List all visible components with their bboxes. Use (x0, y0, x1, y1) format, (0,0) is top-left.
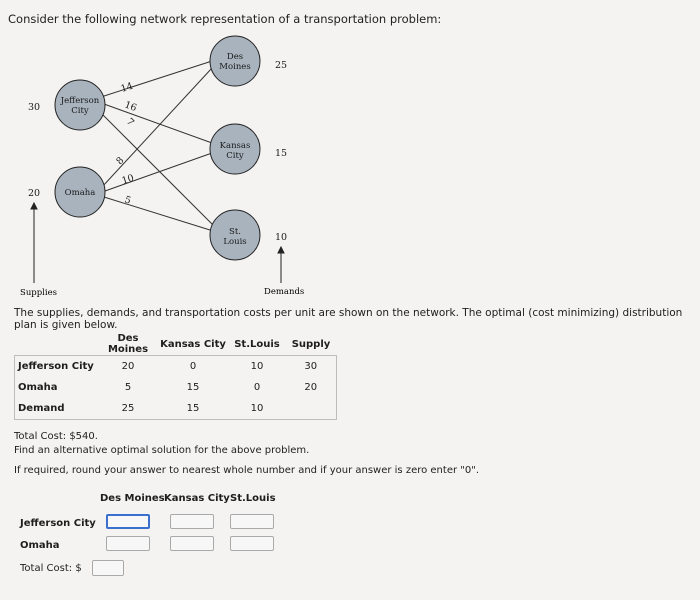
svg-text:St.: St. (229, 227, 241, 237)
svg-text:City: City (226, 151, 244, 161)
col-header-supply: Supply (291, 338, 331, 350)
answer-input-omaha-kansas-city[interactable] (170, 536, 214, 551)
node-kansas-city (210, 124, 260, 174)
cell-value: 5 (124, 382, 132, 393)
node-omaha (55, 167, 105, 217)
cell-value: 15 (186, 403, 200, 414)
answer-input-jc-des-moines[interactable] (106, 514, 150, 529)
network-arcs (101, 61, 214, 230)
cell-value: 30 (286, 356, 336, 378)
node-jefferson-city (55, 80, 105, 130)
answer-input-jc-kansas-city[interactable] (170, 514, 214, 529)
problem-description: The supplies, demands, and transportation costs per unit are shown on the network. The optimal (cost minimizing) distribution plan is given below. (14, 307, 683, 331)
table-row (15, 377, 337, 398)
answer-row-label-jefferson-city: Jefferson City (20, 518, 96, 529)
answer-row-label-omaha: Omaha (20, 540, 60, 551)
svg-text:Des: Des (226, 52, 244, 62)
problem-intro: Consider the following network representation of a transportation problem: (8, 12, 442, 26)
svg-text:Jefferson: Jefferson (60, 96, 100, 106)
col-header-kansas-city: Kansas City (160, 338, 226, 350)
cost-jc-dm: 14 (119, 80, 135, 95)
node-st-louis (210, 210, 260, 260)
svg-text:Louis: Louis (223, 237, 247, 247)
cell-value (286, 398, 336, 420)
node-des-moines (210, 36, 260, 86)
demand-arrow-icon (278, 247, 284, 283)
answer-col-header-st-louis: St.Louis (230, 493, 276, 504)
table-row (15, 356, 337, 378)
row-label-omaha: Omaha (18, 382, 58, 393)
row-label-jefferson-city: Jefferson City (18, 361, 94, 372)
supplies-label: Supplies (20, 288, 58, 298)
cost-om-kc: 10 (120, 172, 136, 187)
question-text: Find an alternative optimal solution for the above problem. (14, 445, 310, 456)
supply-jefferson-city: 30 (28, 102, 41, 113)
cell-value: 20 (121, 361, 135, 372)
demand-des-moines: 25 (275, 60, 288, 71)
answer-col-header-kansas-city: Kansas City (164, 493, 230, 504)
cell-value: 10 (250, 361, 264, 372)
answer-input-jc-st-louis[interactable] (230, 514, 274, 529)
demand-st-louis: 10 (275, 232, 288, 243)
cost-om-sl: 5 (123, 194, 133, 207)
svg-text:City: City (71, 106, 89, 116)
arc-om-sl (104, 197, 210, 230)
cost-jc-kc: 16 (122, 99, 139, 114)
cell-value: 0 (253, 382, 261, 393)
table-row (15, 398, 337, 420)
col-header-des-moines: Des Moines (107, 333, 149, 355)
instruction-text: If required, round your answer to nearest whole number and if your answer is zero enter "0". (14, 465, 479, 476)
cell-value: 25 (121, 403, 135, 414)
cell-value: 10 (250, 403, 264, 414)
total-cost-text: Total Cost: $540. (14, 431, 98, 442)
demands-label: Demands (264, 287, 305, 297)
arc-jc-dm (101, 61, 212, 97)
solution-table (14, 333, 337, 420)
cell-value: 20 (286, 377, 336, 398)
answer-input-omaha-st-louis[interactable] (230, 536, 274, 551)
answer-total-cost-label: Total Cost: $ (20, 563, 82, 574)
svg-text:Moines: Moines (219, 62, 251, 72)
col-header-st-louis: St.Louis (234, 338, 280, 350)
svg-text:Kansas: Kansas (219, 141, 251, 151)
svg-text:Omaha: Omaha (64, 188, 96, 198)
cost-om-dm: 8 (114, 155, 127, 168)
answer-total-cost-input[interactable] (92, 560, 124, 576)
cell-value: 15 (186, 382, 200, 393)
arc-jc-kc (104, 104, 212, 143)
demand-kansas-city: 15 (275, 148, 288, 159)
answer-col-header-des-moines: Des Moines (100, 493, 165, 504)
cell-value: 0 (189, 361, 197, 372)
cost-jc-sl: 7 (123, 116, 136, 129)
supply-omaha: 20 (28, 188, 41, 199)
supply-arrow-icon (31, 203, 37, 283)
row-label-demand: Demand (18, 403, 65, 414)
answer-input-omaha-des-moines[interactable] (106, 536, 150, 551)
